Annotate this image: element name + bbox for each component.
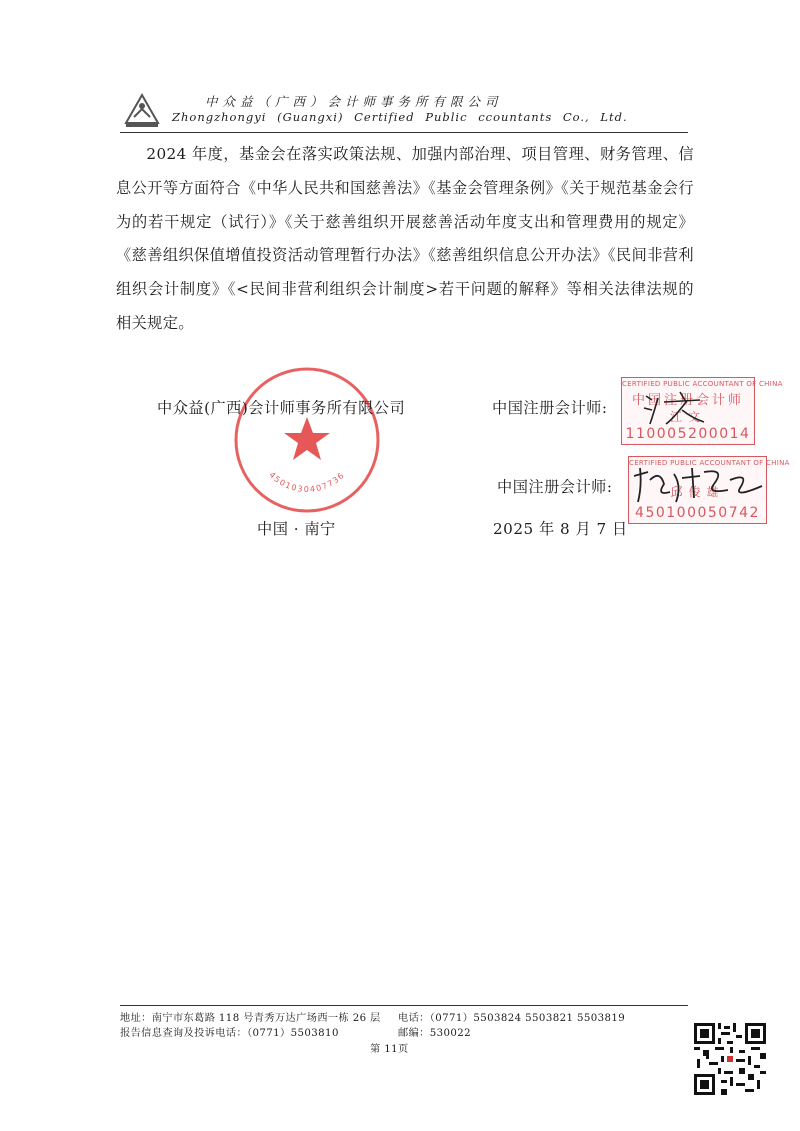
cpa1-stamp-header: CERTIFIED PUBLIC ACCOUNTANT OF CHINA [622,380,783,388]
cpa2-stamp-header: CERTIFIED PUBLIC ACCOUNTANT OF CHINA [629,459,790,467]
cpa1-stamp-number: 110005200014 [625,426,751,442]
cpa1-stamp-name: 江文 [669,410,706,424]
page-number: 第 11页 [370,1044,409,1055]
company-seal [232,365,382,515]
footer-complaint-phone: 报告信息查询及投诉电话：（0771）5503810 [120,1028,339,1039]
cpa2-stamp-name: 邱俊雄 [670,485,725,499]
cpa1-stamp-title: 中国注册会计师 [631,393,744,408]
header-company-en: Zhongzhongyi (Guangxi) Certified Public ccountants Co., Ltd. [172,110,628,124]
footer-phone: 电话：（0771）5503824 5503821 5503819 [398,1013,626,1024]
signature-date: 2025 年 8 月 7 日 [493,520,628,538]
seal-number: 4501030407736 [267,470,347,494]
footer-divider [120,1005,688,1006]
svg-text:4501030407736 [267,470,346,494]
cpa2-handwritten-signature [630,462,770,510]
cpa2-stamp-number: 450100050742 [635,505,760,521]
body-paragraph: 2024 年度，基金会在落实政策法规、加强内部治理、项目管理、财务管理、信息公开等方面符合《中华人民共和国慈善法》《基金会管理条例》《关于规范基金会行为的若干规定（试行）》《关于慈善组织开展慈善活动年度支出和管理费用的规定》《慈善组织保值增值投资活动管理暂行办法》《慈善组织信息公开办法》《民间非营利组织会计制度》《<民间非营利组织会计制度>若干问题的解释》等相关法律法规的相关规定。 [116,145,694,332]
footer-postcode: 邮编：530022 [398,1028,472,1039]
cpa1-handwritten-signature [640,388,710,428]
qr-code-icon[interactable] [694,1023,766,1095]
seal-star-icon [284,417,330,460]
company-logo-icon [124,92,160,128]
header-divider [120,132,688,133]
header-company-cn: 中众益（广西）会计师事务所有限公司 [205,94,503,109]
signature-firm-name: 中众益(广西)会计师事务所有限公司 [157,399,406,417]
cpa2-label: 中国注册会计师: [497,478,613,496]
signature-city: 中国 · 南宁 [257,520,336,538]
cpa1-label: 中国注册会计师: [492,399,608,417]
footer-address: 地址：南宁市东葛路 118 号青秀万达广场西一栋 26 层 [120,1013,381,1024]
